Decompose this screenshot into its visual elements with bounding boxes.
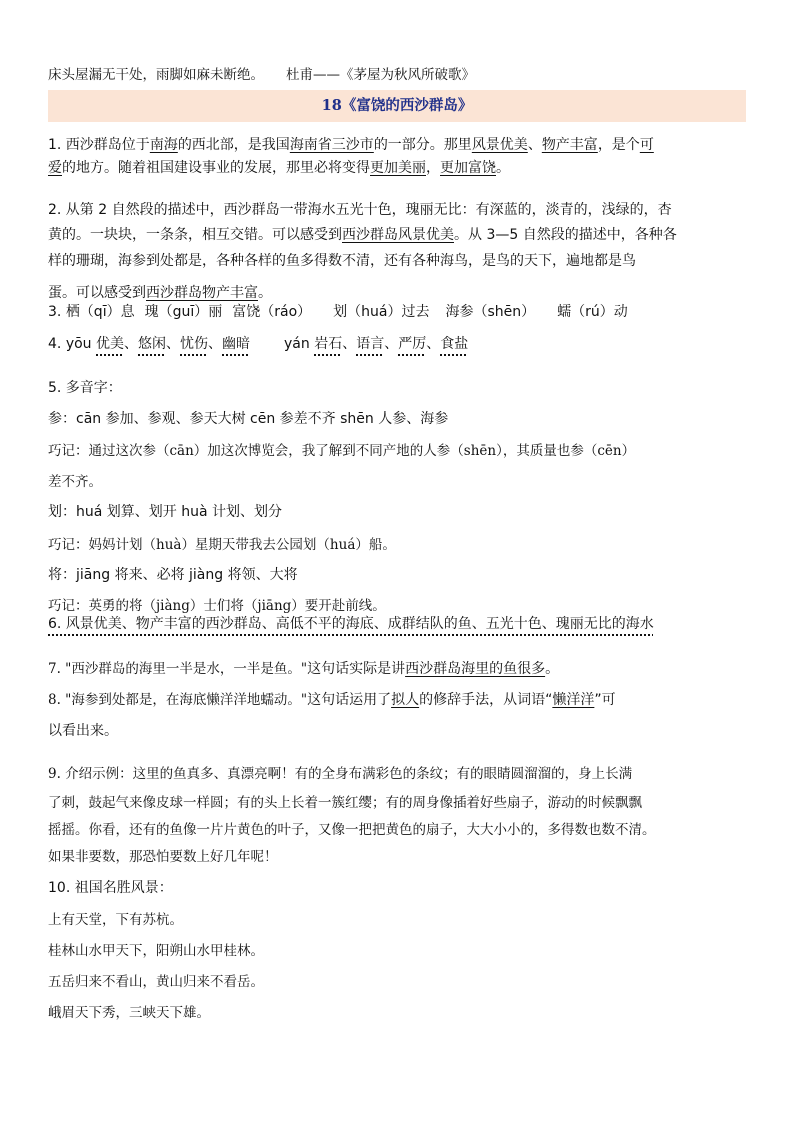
- tip-can-2: 差不齐。: [48, 474, 102, 490]
- underline-yu-henduo: 西沙群岛海里的鱼很多: [405, 661, 546, 677]
- tip-can-1: 巧记：通过这次参（cān）加这次博览会，我了解到不同产地的人参（shēn），其质量也参（cēn）: [48, 443, 636, 459]
- underline-sansha: 海南省三沙市: [289, 137, 374, 153]
- underline-lanyangyang: 懒洋洋: [552, 692, 595, 708]
- item-1-line-2: 爱的地方。随着祖国建设事业的发展，那里必将变得更加美丽，更加富饶。: [48, 160, 510, 176]
- item-10-title: 10. 祖国名胜风景：: [48, 880, 173, 896]
- lesson-title: 18《富饶的西沙群岛》: [48, 90, 746, 122]
- underline-niren: 拟人: [391, 692, 420, 708]
- item-9-line-3: 摇摇。你看，还有的鱼像一片片黄色的叶子，又像一把把黄色的扇子，大大小小的，多得数也数不清。: [48, 822, 656, 838]
- item-1-line-1: 1. 西沙群岛位于南海的西北部，是我国海南省三沙市的一部分。那里风景优美、物产丰富，是个可: [48, 137, 654, 153]
- scenic-line-2: 桂林山水甲天下，阳朔山水甲桂林。: [48, 943, 264, 959]
- item-3-line: 3. 栖（qī）息 瑰（guī）丽 富饶（ráo） 划（huá）过去 海参（shēn） 蠕（rú）动: [48, 304, 628, 320]
- item-9-line-4: 如果非要数，那恐怕要数上好几年呢！: [48, 849, 278, 865]
- underline-meili: 更加美丽: [370, 160, 426, 176]
- tip-jiang: 巧记：英勇的将（jiàng）士们将（jiāng）要开赴前线。: [48, 598, 386, 614]
- pinyin-you: yōu: [65, 336, 92, 352]
- item-5-title: 5. 多音字：: [48, 380, 122, 396]
- pinyin-yan: yán: [284, 336, 310, 352]
- word-guili: 瑰（guī）丽: [144, 304, 223, 320]
- item-8-line-2: 以看出来。: [48, 723, 118, 739]
- underline-ai: 爱: [48, 160, 62, 176]
- poem-author: 杜甫——《茅屋为秋风所破歌》: [286, 67, 475, 83]
- item-2-line-1: 2. 从第 2 自然段的描述中，西沙群岛一带海水五光十色，瑰丽无比：有深蓝的，淡青的，浅绿的，杏: [48, 202, 672, 218]
- item-6-line: 6. 风景优美、物产丰富的西沙群岛、高低不平的海底、成群结队的鱼、五光十色、瑰丽无比的海水: [48, 616, 654, 632]
- word-rudong: 蠕（rú）动: [557, 304, 628, 320]
- underline-nanhai: 南海: [149, 137, 178, 153]
- underline-furao: 更加富饶: [440, 160, 496, 176]
- item-4-line: 4. yōu 优美、悠闲、忧伤、幽暗 yán 岩石、语言、严厉、食盐: [48, 336, 469, 352]
- scenic-line-3: 五岳归来不看山，黄山归来不看岳。: [48, 974, 264, 990]
- item-2-line-3: 样的珊瑚，海参到处都是，各种各样的鱼多得数不清，还有各种海鸟，是鸟的天下，遍地都是鸟: [48, 253, 636, 269]
- poem-line: [48, 65, 475, 85]
- underline-fengjing-youmei: 西沙群岛风景优美: [342, 227, 454, 243]
- item-9-line-1: 9. 介绍示例：这里的鱼真多、真漂亮啊！有的全身布满彩色的条纹；有的眼睛圆溜溜的，身上长满: [48, 766, 633, 782]
- polyphone-hua: 划：huá 划算、划开 huà 计划、划分: [48, 504, 283, 520]
- word-haishen: 海参（shēn）: [445, 304, 536, 320]
- polyphone-can: 参：cān 参加、参观、参天大树 cēn 参差不齐 shēn 人参、海参: [48, 411, 449, 427]
- item-8-line-1: 8. "海参到处都是，在海底懒洋洋地蠕动。"这句话运用了拟人的修辞手法，从词语“懒洋洋”可: [48, 692, 616, 708]
- tip-hua: 巧记：妈妈计划（huà）星期天带我去公园划（huá）船。: [48, 537, 396, 553]
- polyphone-jiang: 将：jiāng 将来、必将 jiàng 将领、大将: [48, 567, 298, 583]
- poem-text: 床头屋漏无干处，雨脚如麻未断绝。: [48, 67, 264, 83]
- underline-ke: 可: [639, 137, 654, 153]
- item-2-line-2: 黄的。一块块，一条条，相互交错。可以感受到西沙群岛风景优美。从 3—5 自然段的描述中，各种各: [48, 227, 677, 243]
- word-qixi: 栖（qī）息: [65, 304, 135, 320]
- underline-wuchan: 物产丰富: [541, 137, 598, 153]
- scenic-line-4: 峨眉天下秀，三峡天下雄。: [48, 1005, 210, 1021]
- word-furao: 富饶（ráo）: [232, 304, 312, 320]
- scenic-line-1: 上有天堂，下有苏杭。: [48, 912, 183, 928]
- underline-fengjing: 风景优美: [471, 137, 528, 153]
- item-9-line-2: 了刺，鼓起气来像皮球一样圆；有的头上长着一簇红缨；有的周身像插着好些扇子，游动的时候飘飘: [48, 795, 642, 811]
- item-7-line: 7. "西沙群岛的海里一半是水，一半是鱼。"这句话实际是讲西沙群岛海里的鱼很多。: [48, 661, 560, 677]
- word-huaguoqu: 划（huá）过去: [333, 304, 430, 320]
- item-2-line-4: 蛋。可以感受到西沙群岛物产丰富。: [48, 285, 272, 301]
- underline-wuchan-fengfu: 西沙群岛物产丰富: [146, 285, 258, 301]
